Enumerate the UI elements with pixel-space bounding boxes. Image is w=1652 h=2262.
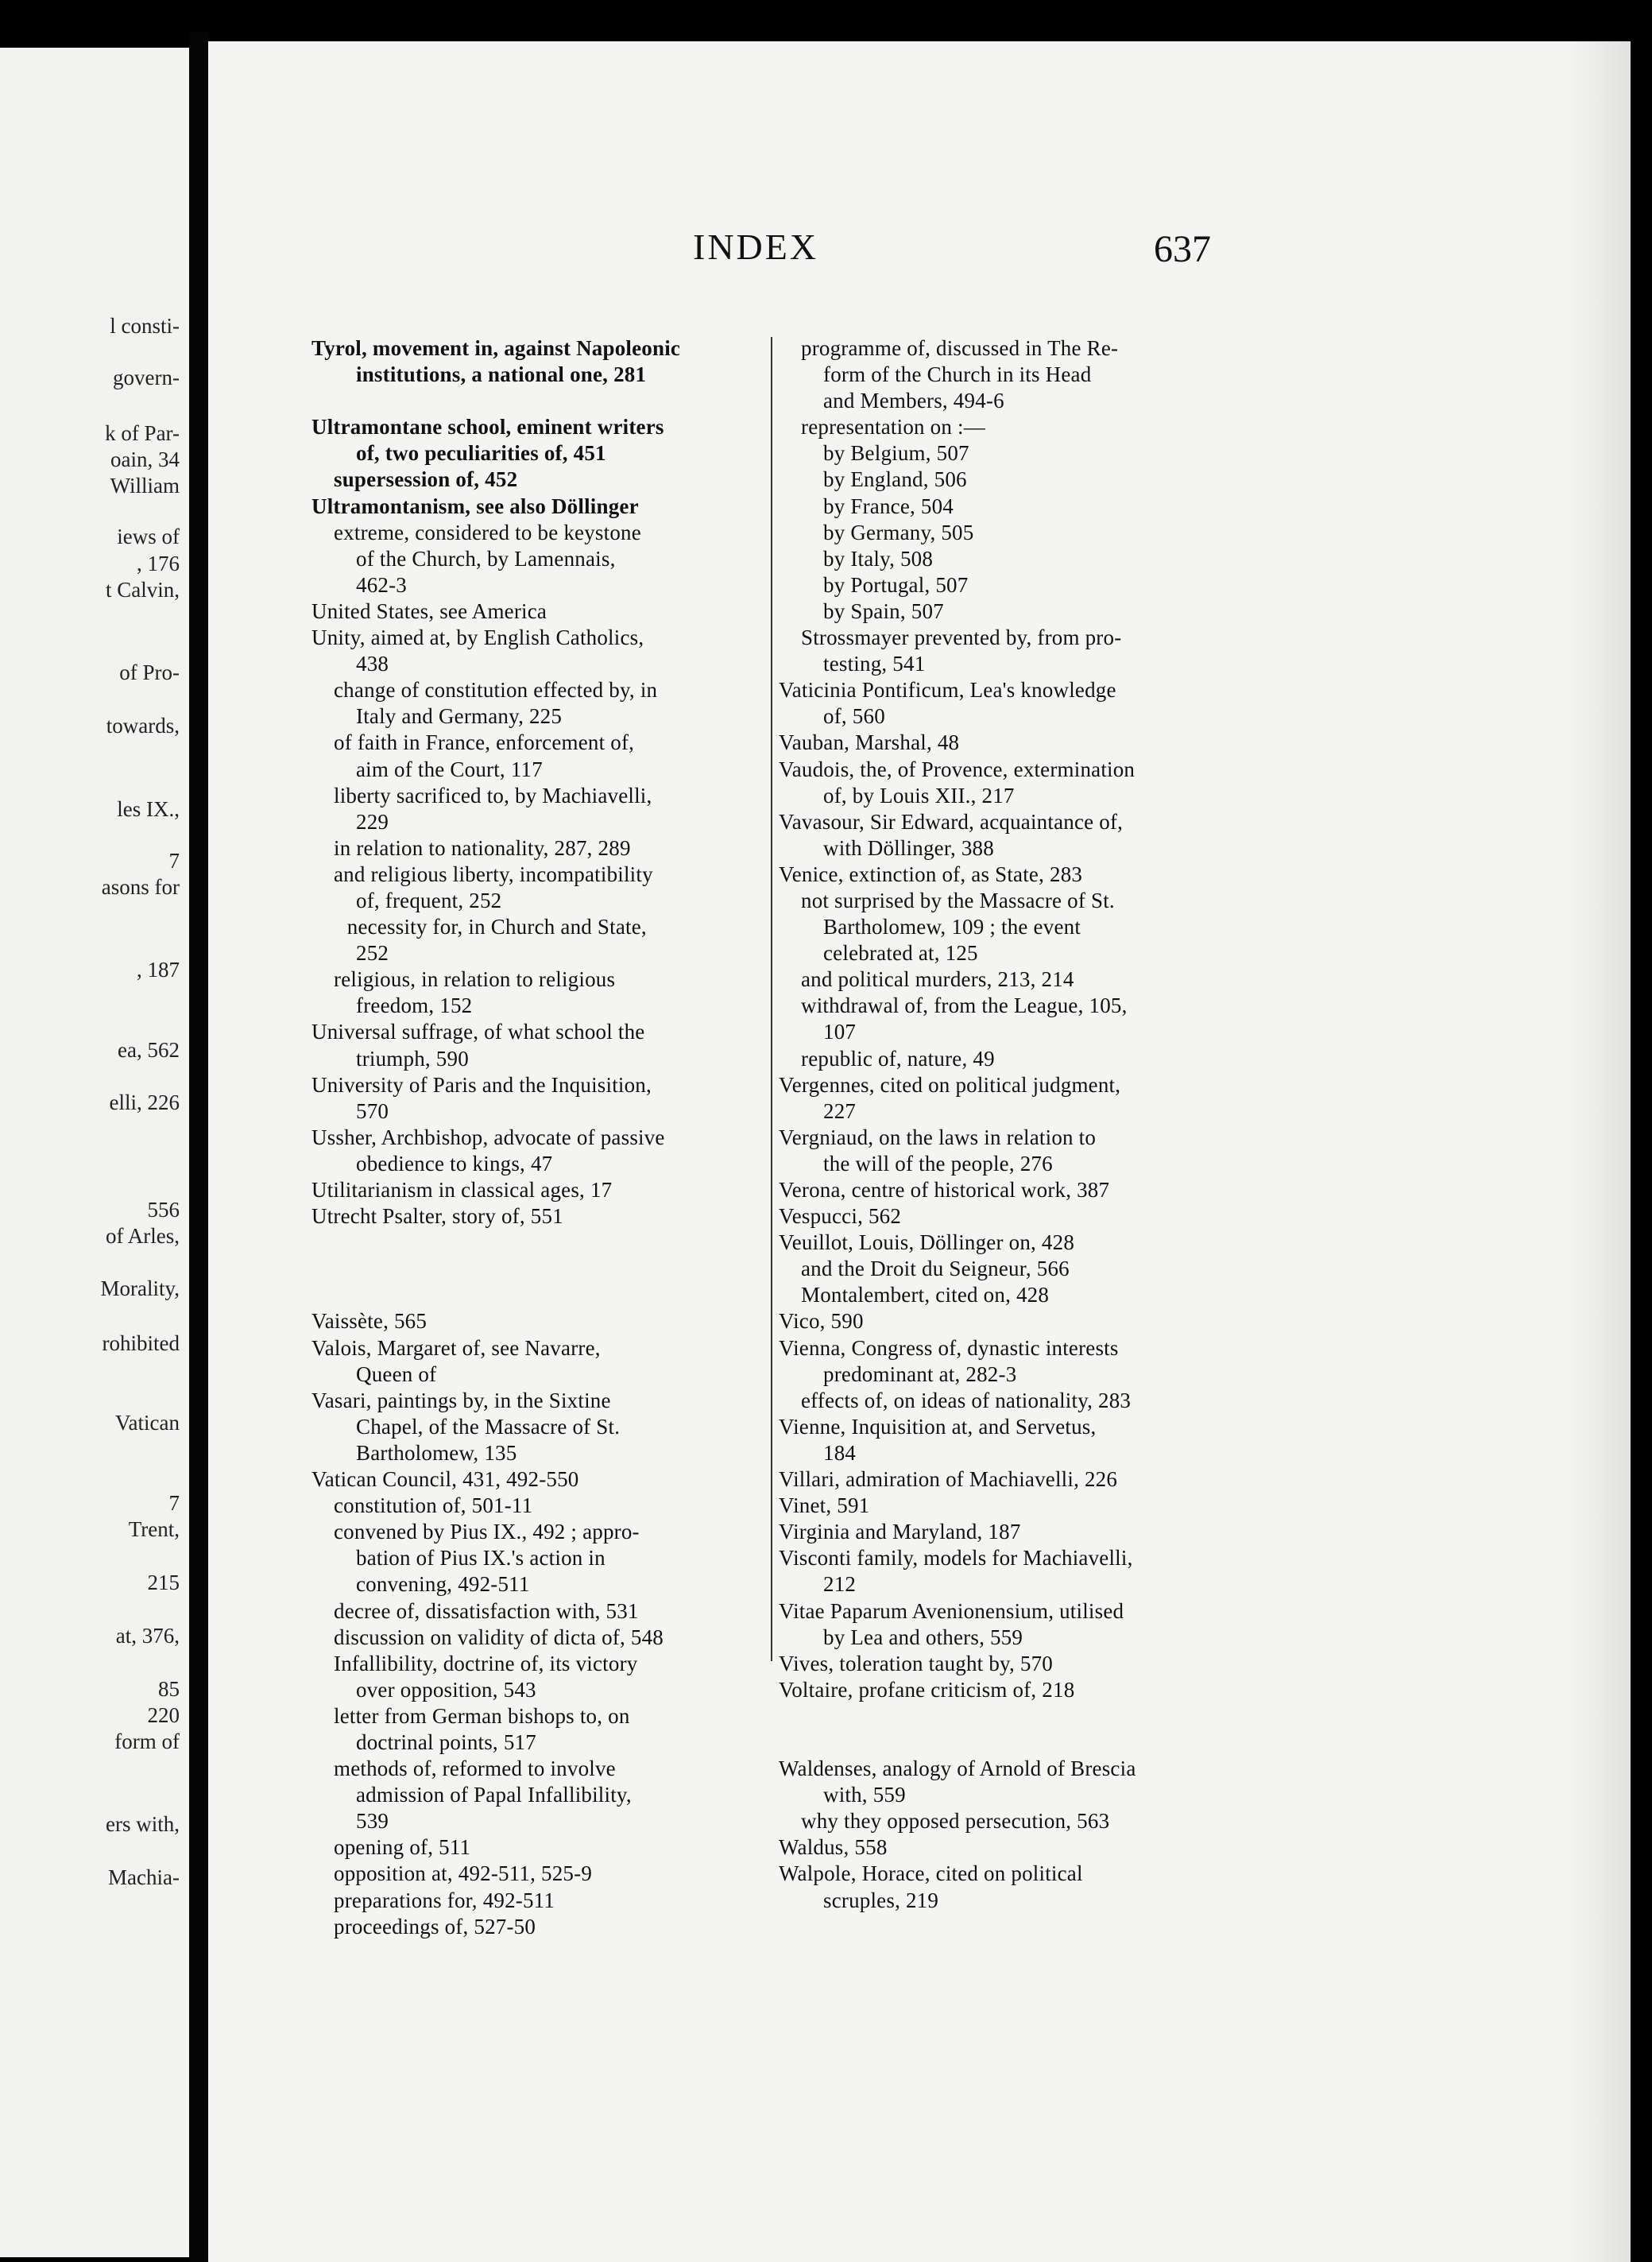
index-entry: supersession of, 452: [334, 467, 518, 492]
index-entry: Walpole, Horace, cited on political: [779, 1861, 1083, 1886]
index-entry: admission of Papal Infallibility,: [356, 1783, 632, 1807]
index-entry: liberty sacrificed to, by Machiavelli,: [334, 783, 652, 808]
previous-page-fragment: at, 376,: [115, 1624, 180, 1648]
previous-page-fragment: 7: [168, 1491, 180, 1515]
index-entry: not surprised by the Massacre of St.: [801, 888, 1115, 912]
index-entry: Vives, toleration taught by, 570: [779, 1651, 1053, 1675]
index-entry: opening of, 511: [334, 1835, 471, 1860]
previous-page-fragment: Machia-: [108, 1865, 180, 1889]
previous-page-fragment: Morality,: [100, 1276, 180, 1300]
index-entry: Verona, centre of historical work, 387: [779, 1178, 1110, 1202]
index-entry: Vienne, Inquisition at, and Servetus,: [779, 1414, 1097, 1439]
index-entry: representation on :—: [801, 415, 985, 440]
previous-page-fragment: govern-: [113, 366, 180, 389]
index-entry: by Belgium, 507: [823, 441, 969, 466]
index-entry: of faith in France, enforcement of,: [334, 730, 635, 755]
index-entry: Ussher, Archbishop, advocate of passive: [311, 1125, 665, 1149]
index-entry: Tyrol, movement in, against Napoleonic: [311, 336, 681, 360]
previous-page-fragment: les IX.,: [117, 797, 180, 821]
index-entry: Waldenses, analogy of Arnold of Brescia: [779, 1757, 1136, 1781]
previous-page-fragment: 85: [158, 1677, 180, 1701]
index-entry: and political murders, 213, 214: [801, 967, 1074, 992]
index-entry: methods of, reformed to involve: [334, 1757, 616, 1781]
previous-page-fragment: Vatican: [115, 1411, 180, 1435]
index-entry: Montalembert, cited on, 428: [801, 1283, 1050, 1307]
index-entry: Unity, aimed at, by English Catholics,: [311, 626, 644, 650]
index-entry: Vaudois, the, of Provence, extermination: [779, 757, 1136, 781]
index-entry: 212: [823, 1572, 857, 1597]
previous-page-fragment: of Pro-: [119, 660, 180, 684]
index-entry: University of Paris and the Inquisition,: [311, 1072, 652, 1097]
index-entry: decree of, dissatisfaction with, 531: [334, 1598, 639, 1623]
index-entry: Vavasour, Sir Edward, acquaintance of,: [779, 809, 1124, 834]
index-entry: Vaticinia Pontificum, Lea's knowledge: [779, 678, 1116, 703]
index-entry: by England, 506: [823, 467, 967, 492]
index-entry: Waldus, 558: [779, 1835, 888, 1860]
index-entry: of, by Louis XII., 217: [823, 783, 1015, 808]
index-entry: bation of Pius IX.'s action in: [356, 1546, 605, 1571]
index-entry: with Döllinger, 388: [823, 835, 994, 860]
index-entry: triumph, 590: [356, 1046, 469, 1071]
index-entry: opposition at, 492-511, 525-9: [334, 1861, 593, 1886]
index-entry: Bartholomew, 109 ; the event: [823, 915, 1081, 939]
previous-page-fragment: elli, 226: [109, 1090, 180, 1114]
index-entry: scruples, 219: [823, 1888, 939, 1912]
previous-page-fragment: 556: [147, 1198, 180, 1222]
index-entry: Virginia and Maryland, 187: [779, 1520, 1021, 1544]
index-entry: Utrecht Psalter, story of, 551: [311, 1204, 563, 1229]
index-entry: 462-3: [356, 572, 407, 597]
index-entry: Vespucci, 562: [779, 1204, 902, 1229]
index-entry: by Spain, 507: [823, 598, 944, 623]
index-entry: Villari, admiration of Machiavelli, 226: [779, 1467, 1118, 1492]
index-entry: 570: [356, 1098, 389, 1123]
previous-page-fragment: ea, 562: [118, 1038, 180, 1062]
index-entry: and Members, 494-6: [823, 389, 1004, 413]
index-entry: 438: [356, 652, 389, 676]
index-entry: of, 560: [823, 704, 885, 729]
previous-page-fragment: asons for: [101, 875, 180, 899]
page-title: INDEX: [693, 227, 819, 267]
index-entry: Strossmayer prevented by, from pro-: [801, 626, 1122, 650]
index-entry: Vaissète, 565: [311, 1309, 428, 1334]
index-entry: why they opposed persecution, 563: [801, 1809, 1110, 1834]
index-entry: and the Droit du Seigneur, 566: [801, 1257, 1070, 1281]
index-entry: Italy and Germany, 225: [356, 704, 563, 729]
index-entry: Venice, extinction of, as State, 283: [779, 862, 1083, 886]
index-entry: freedom, 152: [356, 993, 473, 1018]
index-entry: by Italy, 508: [823, 546, 934, 571]
previous-page-fragment: rohibited: [102, 1331, 180, 1355]
index-entry: of, two peculiarities of, 451: [356, 441, 606, 466]
page-edge-shadow: [1567, 41, 1631, 2262]
previous-page-fragment: 7: [168, 849, 180, 873]
previous-page-fragment: l consti-: [110, 314, 180, 338]
index-entry: form of the Church in its Head: [823, 362, 1092, 387]
previous-page-fragment: William: [110, 474, 180, 498]
previous-page-fragment: k of Par-: [105, 421, 180, 445]
index-entry: Universal suffrage, of what school the: [311, 1020, 645, 1044]
index-page: [208, 41, 1631, 2262]
index-entry: Utilitarianism in classical ages, 17: [311, 1178, 613, 1202]
previous-page-fragment: 220: [147, 1703, 180, 1727]
index-entry: Valois, Margaret of, see Navarre,: [311, 1335, 601, 1360]
index-entry: Vergniaud, on the laws in relation to: [779, 1125, 1097, 1149]
index-entry: 252: [356, 941, 389, 966]
index-column-right: [779, 335, 1438, 1914]
index-entry: convened by Pius IX., 492 ; appro-: [334, 1520, 640, 1544]
index-entry: 107: [823, 1020, 857, 1044]
index-entry: Visconti family, models for Machiavelli,: [779, 1546, 1133, 1571]
entry-spacer: [779, 1703, 1438, 1756]
previous-page-fragment: 215: [147, 1571, 180, 1594]
index-entry: Vauban, Marshal, 48: [779, 730, 960, 755]
index-entry: by Portugal, 507: [823, 572, 969, 597]
page-number: 637: [1154, 228, 1211, 270]
index-entry: United States, see America: [311, 598, 547, 623]
index-entry: celebrated at, 125: [823, 941, 978, 966]
index-entry: aim of the Court, 117: [356, 757, 543, 781]
index-entry: predominant at, 282-3: [823, 1361, 1017, 1386]
previous-page-fragment: Trent,: [128, 1517, 180, 1541]
previous-page-fragment: towards,: [106, 714, 180, 738]
index-entry: necessity for, in Church and State,: [346, 915, 647, 939]
index-entry: by Germany, 505: [823, 520, 974, 544]
index-entry: Vatican Council, 431, 492-550: [311, 1467, 579, 1492]
index-entry: institutions, a national one, 281: [356, 362, 647, 387]
previous-page-fragment: , 187: [137, 958, 180, 982]
index-entry: preparations for, 492-511: [334, 1888, 555, 1912]
index-entry: republic of, nature, 49: [801, 1046, 995, 1071]
index-entry: Veuillot, Louis, Döllinger on, 428: [779, 1230, 1075, 1255]
index-entry: effects of, on ideas of nationality, 283: [801, 1388, 1132, 1412]
index-entry: Voltaire, profane criticism of, 218: [779, 1677, 1075, 1702]
previous-page-fragment: ers with,: [106, 1812, 180, 1836]
index-entry: by France, 504: [823, 494, 954, 518]
index-entry: withdrawal of, from the League, 105,: [801, 993, 1128, 1018]
book-gutter: [189, 32, 208, 2262]
index-entry: Vienna, Congress of, dynastic interests: [779, 1335, 1119, 1360]
index-entry: testing, 541: [823, 652, 926, 676]
index-entry: doctrinal points, 517: [356, 1729, 536, 1754]
index-entry: and religious liberty, incompatibility: [334, 862, 653, 886]
index-entry: 229: [356, 809, 389, 834]
index-entry: in relation to nationality, 287, 289: [334, 835, 631, 860]
previous-page-fragment: of Arles,: [106, 1224, 180, 1248]
index-entry: with, 559: [823, 1783, 906, 1807]
index-entry: Vitae Paparum Avenionensium, utilised: [779, 1598, 1124, 1623]
index-entry: Vinet, 591: [779, 1493, 870, 1518]
index-entry: the will of the people, 276: [823, 1151, 1053, 1176]
index-entry: Vasari, paintings by, in the Sixtine: [311, 1388, 611, 1412]
previous-page-fragment: iews of: [117, 525, 180, 548]
index-entry: Ultramontanism, see also Döllinger: [311, 494, 639, 518]
index-entry: Bartholomew, 135: [356, 1440, 517, 1465]
index-entry: Ultramontane school, eminent writers: [311, 415, 664, 440]
index-entry: extreme, considered to be keystone: [334, 520, 641, 544]
index-entry: Vico, 590: [779, 1309, 864, 1334]
index-entry: Vergennes, cited on political judgment,: [779, 1072, 1121, 1097]
previous-page-strip: [0, 48, 189, 2257]
index-entry: over opposition, 543: [356, 1677, 536, 1702]
index-entry: discussion on validity of dicta of, 548: [334, 1625, 664, 1649]
index-entry: proceedings of, 527-50: [334, 1914, 536, 1939]
previous-page-fragment: form of: [114, 1729, 180, 1753]
index-entry: 539: [356, 1809, 389, 1834]
index-entry: change of constitution effected by, in: [334, 678, 658, 703]
index-entry: religious, in relation to religious: [334, 967, 616, 992]
index-entry: Chapel, of the Massacre of St.: [356, 1414, 621, 1439]
previous-page-fragment: t Calvin,: [106, 578, 180, 602]
index-entry: Queen of: [356, 1361, 437, 1386]
index-entry: by Lea and others, 559: [823, 1625, 1023, 1649]
previous-page-fragment: , 176: [137, 552, 180, 575]
index-entry: obedience to kings, 47: [356, 1151, 553, 1176]
index-entry: 184: [823, 1440, 857, 1465]
index-entry: of, frequent, 252: [356, 888, 502, 912]
index-entry: letter from German bishops to, on: [334, 1703, 630, 1728]
index-entry: Infallibility, doctrine of, its victory: [334, 1651, 638, 1675]
index-entry: convening, 492-511: [356, 1572, 530, 1597]
index-entry: programme of, discussed in The Re-: [801, 336, 1119, 360]
index-entry: of the Church, by Lamennais,: [356, 546, 616, 571]
previous-page-fragment: oain, 34: [110, 447, 180, 471]
index-entry: constitution of, 501-11: [334, 1493, 533, 1518]
index-entry: 227: [823, 1098, 857, 1123]
